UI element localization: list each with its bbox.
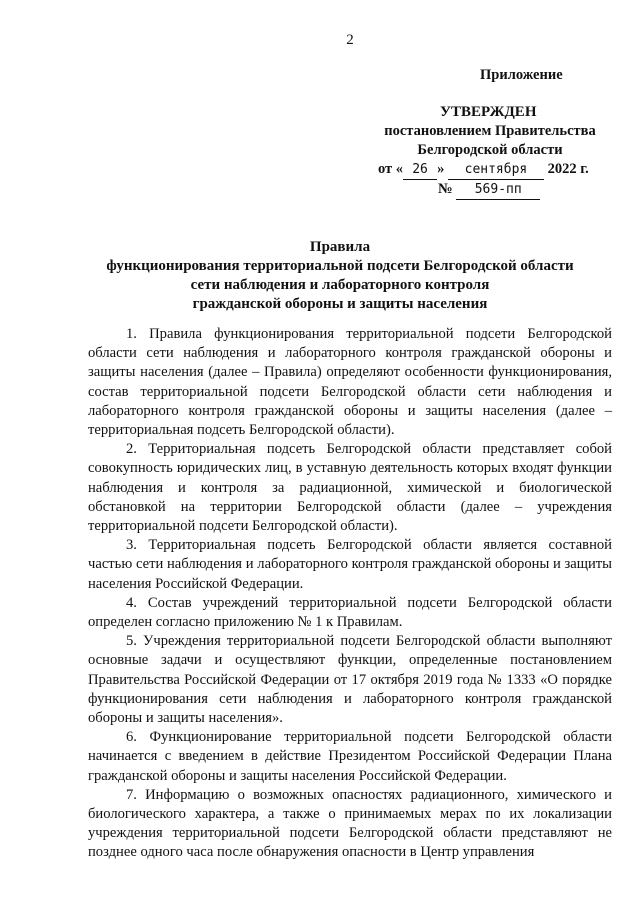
paragraph-3: 3. Территориальная подсеть Белгородской области является составной частью сети наблюдения и лабораторного контроля гражданской обороны и защиты населения Российской Федерации. (88, 537, 612, 592)
decree-line-1: постановлением Правительства (384, 123, 596, 139)
title-line-2: функционирования территориальной подсети Белгородской области (106, 258, 574, 274)
date-day: 26 (403, 160, 437, 180)
paragraph-6: 6. Функционирование территориальной подсети Белгородской области начинается с введением в действие Президентом Российской Федерации Плана гражданской обороны и защиты населения Российской Федерации. (88, 729, 612, 784)
title-line-3: сети наблюдения и лабораторного контроля (190, 277, 490, 293)
paragraph-1: 1. Правила функционирования территориальной подсети Белгородской области сети наблюдения и лабораторного контроля гражданской обороны и защиты населения (далее – Правила) определяют особенности функционирования, состав территориальной подсети Белгородской области сети наблюдения и лабораторного контроля гражданской обороны и защиты населения (далее – территориальная подсеть Белгородской области). (88, 326, 612, 439)
document-title (60, 238, 620, 314)
decree-date (360, 160, 620, 180)
paragraph-7: 7. Информацию о возможных опасностях радиационного, химического и биологического характера, а также о принимаемых мерах по их локализации учреждения территориальной подсети Белгородской области представляют не позднее одного часа после обнаружения опасности в Центр управления (88, 786, 612, 861)
title-line-1: Правила (309, 239, 371, 255)
date-prefix: от « (378, 161, 404, 177)
number-prefix: № (438, 181, 453, 197)
page-number: 2 (346, 32, 354, 48)
document-body (88, 325, 612, 863)
paragraph-5: 5. Учреждения территориальной подсети Белгородской области выполняют основные задачи и осуществляют функции, определенные постановлением Правительства Российской Федерации от 17 октября 2019 года № 1333 «О порядке функционирования сети наблюдения и лабораторного контроля гражданской обороны и защиты населения». (88, 633, 612, 727)
title-line-4: гражданской обороны и защиты населения (192, 296, 488, 312)
decree-line-2: Белгородской области (417, 142, 563, 158)
appendix-label: Приложение (480, 67, 563, 83)
decree-number (360, 180, 620, 200)
approved-label: УТВЕРЖДЕН (440, 104, 537, 120)
date-mid: » (437, 161, 445, 177)
number-value: 569-пп (456, 180, 540, 200)
paragraph-4: 4. Состав учреждений территориальной подсети Белгородской области определен согласно приложению № 1 к Правилам. (88, 594, 612, 631)
approval-stamp-block (360, 66, 620, 200)
paragraph-2: 2. Территориальная подсеть Белгородской области представляет собой совокупность юридических лиц, в уставную деятельность которых входят функции наблюдения и контроля за радиационной, химической и биологической обстановкой на территории Белгородской области (далее – учреждения территориальной подсети Белгородской области). (88, 441, 612, 535)
date-month: сентября (448, 160, 544, 180)
date-year: 2022 г. (547, 161, 589, 177)
